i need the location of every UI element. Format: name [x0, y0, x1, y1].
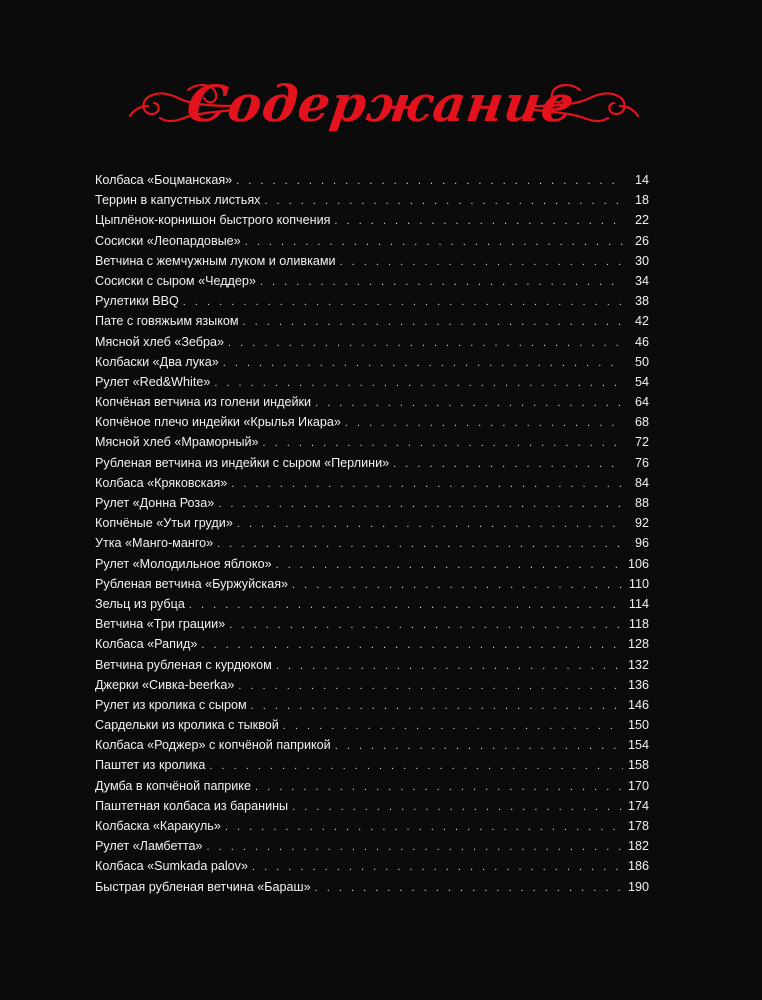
toc-entry-title: Террин в капустных листьях [95, 193, 261, 208]
toc-entry-title: Сосиски с сыром «Чеддер» [95, 273, 256, 288]
toc-entry-page: 190 [627, 879, 649, 894]
toc-entry-title: Утка «Манго-манго» [95, 536, 214, 551]
toc-entry[interactable] [95, 776, 649, 796]
toc-entry-title: Рулетики BBQ [95, 294, 179, 309]
toc-entry[interactable] [95, 634, 649, 654]
leader-dots [264, 191, 623, 211]
toc-entry-title: Зельц из рубца [95, 596, 185, 611]
toc-entry[interactable] [95, 473, 649, 493]
toc-entry-title: Колбаса «Рапид» [95, 637, 198, 652]
toc-entry-title: Джерки «Сивка-beerka» [95, 677, 235, 692]
toc-entry[interactable] [95, 291, 649, 311]
leader-dots [201, 635, 623, 655]
toc-entry-title: Рулет «Донна Роза» [95, 496, 215, 510]
leader-dots [292, 797, 623, 817]
toc-entry-page: 64 [634, 395, 649, 410]
toc-entry-page: 128 [627, 637, 649, 652]
toc-entry-title: Пате с говяжьим языком [95, 314, 239, 329]
toc-entry[interactable] [95, 533, 649, 553]
toc-entry-title: Паштетная колбаса из баранины [95, 798, 289, 813]
toc-entry-page: 22 [634, 213, 649, 228]
toc-entry-page: 14 [634, 173, 649, 187]
toc-entry-title: Рулет «Молодильное яблоко» [95, 556, 272, 571]
toc-entry-page: 50 [634, 354, 649, 369]
toc-entry[interactable] [95, 190, 649, 210]
toc-entry-page: 42 [634, 314, 649, 329]
toc-entry-page: 174 [627, 798, 649, 813]
toc-entry[interactable] [95, 513, 649, 533]
toc-entry-page: 186 [627, 859, 649, 874]
toc-entry-title: Ветчина «Три грации» [95, 617, 226, 632]
toc-entry-page: 30 [634, 253, 649, 268]
leader-dots [206, 837, 623, 857]
leader-dots [231, 474, 623, 494]
toc-entry-title: Колбаса «Кряковская» [95, 475, 228, 490]
toc-entry-title: Рубленая ветчина из индейки с сыром «Перлини» [95, 455, 390, 470]
leader-dots [236, 171, 623, 191]
leader-dots [292, 575, 623, 595]
toc-entry-title: Ветчина рубленая с курдюком [95, 657, 272, 672]
leader-dots [260, 272, 623, 292]
leader-dots [255, 777, 623, 797]
toc-entry-page: 182 [627, 839, 649, 854]
leader-dots [315, 878, 623, 898]
leader-dots [214, 373, 623, 393]
page-title: Содержание [183, 74, 579, 133]
toc-entry[interactable] [95, 554, 649, 574]
leader-dots [334, 211, 623, 231]
toc-entry-title: Копчёные «Утьи груди» [95, 516, 233, 531]
toc-entry[interactable] [95, 695, 649, 715]
toc-entry-title: Рулет «Red&White» [95, 374, 211, 389]
leader-dots [218, 494, 623, 514]
toc-entry[interactable] [95, 735, 649, 755]
leader-dots [223, 353, 623, 373]
leader-dots [217, 534, 623, 554]
toc-entry-page: 18 [634, 193, 649, 208]
toc-entry-page: 88 [634, 496, 649, 510]
toc-entry-title: Сардельки из кролика с тыквой [95, 718, 279, 733]
toc-entry[interactable] [95, 311, 649, 331]
toc-entry-page: 92 [634, 516, 649, 531]
toc-entry-page: 54 [634, 374, 649, 389]
toc-entry[interactable] [95, 170, 649, 190]
toc-entry-title: Рулет из кролика с сыром [95, 697, 247, 712]
toc-entry[interactable] [95, 715, 649, 735]
toc-entry-title: Мясной хлеб «Зебра» [95, 334, 225, 349]
toc-entry-title: Рубленая ветчина «Буржуйская» [95, 576, 289, 591]
leader-dots [345, 413, 623, 433]
toc-entry-page: 178 [627, 819, 649, 833]
leader-dots [335, 736, 623, 756]
toc-entry-title: Цыплёнок-корнишон быстрого копчения [95, 213, 331, 228]
toc-entry-page: 154 [627, 738, 649, 753]
toc-entry-page: 46 [634, 334, 649, 349]
toc-entry-page: 110 [628, 576, 649, 591]
toc-entry-title: Паштет из кролика [95, 758, 206, 773]
toc-entry-title: Рулет «Ламбетта» [95, 839, 203, 854]
flourish-right-icon [530, 80, 640, 130]
toc-entry[interactable] [95, 332, 649, 352]
toc-entry[interactable] [95, 392, 649, 412]
leader-dots [228, 333, 623, 353]
toc-entry-page: 146 [627, 697, 649, 712]
toc-entry-title: Ветчина с жемчужным луком и оливками [95, 253, 336, 268]
toc-entry-page: 106 [627, 556, 649, 571]
toc-entry-page: 38 [634, 294, 649, 309]
toc-entry[interactable] [95, 493, 649, 513]
toc-entry[interactable] [95, 574, 649, 594]
toc-entry[interactable] [95, 231, 649, 251]
leader-dots [183, 292, 623, 312]
toc-entry-title: Копчёное плечо индейки «Крылья Икара» [95, 415, 341, 430]
toc-entry[interactable] [95, 836, 649, 856]
toc-entry-title: Быстрая рубленая ветчина «Бараш» [95, 879, 311, 894]
toc-entry-page: 114 [628, 596, 649, 611]
toc-entry[interactable] [95, 251, 649, 271]
table-of-contents [95, 170, 649, 897]
leader-dots [209, 756, 623, 776]
toc-entry-page: 158 [627, 758, 649, 773]
leader-dots [276, 555, 623, 575]
toc-entry-page: 26 [634, 233, 649, 248]
toc-entry-page: 170 [627, 778, 649, 793]
toc-entry[interactable] [95, 816, 649, 836]
leader-dots [252, 857, 623, 877]
leader-dots [276, 656, 623, 676]
toc-entry-title: Копчёная ветчина из голени индейки [95, 395, 312, 410]
toc-entry[interactable] [95, 210, 649, 230]
toc-entry-page: 34 [634, 273, 649, 288]
leader-dots [225, 817, 623, 837]
toc-entry[interactable] [95, 412, 649, 432]
toc-entry[interactable] [95, 796, 649, 816]
toc-entry-page: 150 [627, 718, 649, 733]
leader-dots [229, 615, 623, 635]
toc-entry-page: 76 [634, 455, 649, 470]
toc-entry[interactable] [95, 352, 649, 372]
toc-entry-title: Сосиски «Леопардовые» [95, 233, 241, 248]
toc-entry-page: 68 [634, 415, 649, 430]
header [0, 60, 762, 150]
toc-entry[interactable] [95, 675, 649, 695]
toc-entry[interactable] [95, 432, 649, 452]
toc-entry[interactable] [95, 877, 649, 897]
toc-entry[interactable] [95, 372, 649, 392]
leader-dots [340, 252, 623, 272]
leader-dots [251, 696, 623, 716]
toc-entry-title: Колбаска «Каракуль» [95, 819, 221, 833]
leader-dots [263, 433, 623, 453]
leader-dots [189, 595, 623, 615]
toc-entry[interactable] [95, 271, 649, 291]
leader-dots [283, 716, 623, 736]
toc-entry[interactable] [95, 453, 649, 473]
toc-entry-page: 136 [627, 677, 649, 692]
toc-entry-page: 132 [627, 657, 649, 672]
toc-entry-page: 72 [634, 435, 649, 450]
leader-dots [243, 312, 623, 332]
leader-dots [245, 232, 623, 252]
toc-entry-title: Мясной хлеб «Мраморный» [95, 435, 259, 450]
toc-entry[interactable] [95, 655, 649, 675]
toc-entry-page: 118 [628, 617, 649, 632]
toc-entry-title: Колбаски «Два лука» [95, 354, 219, 369]
leader-dots [393, 454, 623, 474]
toc-entry-title: Колбаса «Sumkada palov» [95, 859, 248, 874]
toc-entry[interactable] [95, 614, 649, 634]
toc-entry[interactable] [95, 594, 649, 614]
toc-entry[interactable] [95, 856, 649, 876]
toc-entry-page: 96 [634, 536, 649, 551]
toc-entry-title: Колбаса «Боцманская» [95, 173, 233, 187]
leader-dots [237, 514, 623, 534]
toc-entry-title: Колбаса «Роджер» с копчёной паприкой [95, 738, 331, 753]
leader-dots [315, 393, 623, 413]
toc-entry-page: 84 [634, 475, 649, 490]
toc-entry[interactable] [95, 755, 649, 775]
leader-dots [238, 676, 623, 696]
toc-entry-title: Думба в копчёной паприке [95, 778, 251, 793]
